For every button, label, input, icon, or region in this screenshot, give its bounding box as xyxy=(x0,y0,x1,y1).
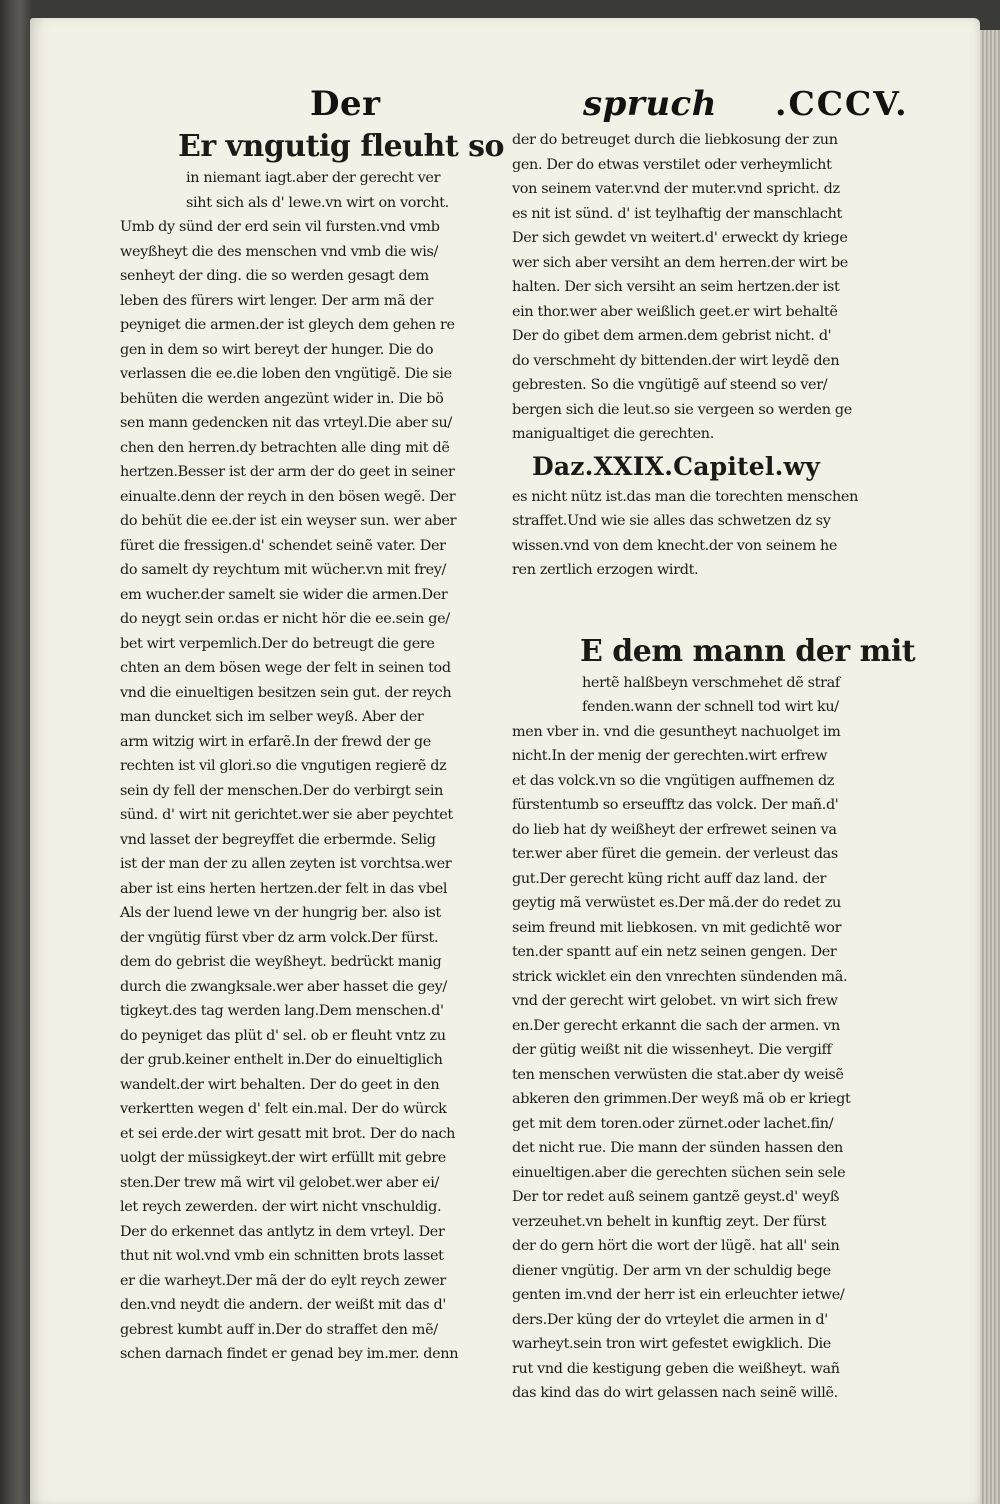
text-line: et sei erde.der wirt gesatt mit brot. Der do nach xyxy=(120,1125,456,1142)
text-line: gebresten. So die vngütigẽ auf steend so ver/ xyxy=(512,377,828,393)
text-line: Umb dy sünd der erd sein vil fursten.vnd vmb xyxy=(120,219,440,235)
folio-number: .CCCV. xyxy=(775,84,909,123)
text-line: das kind das do wirt gelassen nach seinẽ willẽ. xyxy=(512,1385,838,1401)
text-line: sünd. d' wirt nit gerichtet.wer sie aber peychtet xyxy=(120,807,453,823)
text-line: den.vnd neydt die andern. der weißt mit das d' xyxy=(120,1297,447,1313)
text-line: warheyt.sein tron wirt gefestet ewigklich. Die xyxy=(512,1336,831,1352)
text-line: ren zertlich erzogen wirdt. xyxy=(512,562,699,578)
text-line: durch die zwangksale.wer aber hasset die gey/ xyxy=(120,978,447,995)
text-line: vnd lasset der begreyffet die erbermde. Selig xyxy=(120,831,436,848)
text-line: füret die fressigen.d' schendet seinẽ vater. Der xyxy=(120,537,446,554)
text-line: halten. Der sich versiht an seim hertzen.der ist xyxy=(512,279,840,295)
text-line: uolgt der müssigkeyt.der wirt erfüllt mit gebre xyxy=(120,1150,446,1166)
text-line: nicht.In der menig der gerechten.wirt erfrew xyxy=(512,748,828,764)
text-line: ders.Der küng der do vrteylet die armen in d' xyxy=(512,1311,828,1328)
text-line: vnd der gerecht wirt gelobet. vn wirt sich frew xyxy=(512,993,838,1009)
page-stack-edge xyxy=(980,30,1000,1504)
text-line: wer sich aber versiht an dem herren.der wirt be xyxy=(512,254,848,271)
text-line: bet wirt verpemlich.Der do betreugt die gere xyxy=(120,635,435,652)
running-head-left: Der xyxy=(310,84,381,124)
text-line: verkertten wegen d' felt ein.mal. Der do würck xyxy=(120,1101,447,1117)
text-line: Der tor redet auß seinem gantzẽ geyst.d' weyß xyxy=(512,1189,840,1205)
text-line: der do betreuget durch die liebkosung der zun xyxy=(512,132,838,148)
text-line: geytig mã verwüstet es.Der mã.der do redet zu xyxy=(512,895,841,911)
text-line: siht sich als d' lewe.vn wirt on vorcht. xyxy=(186,194,449,211)
text-line: do lieb hat dy weißheyt der erfrewet seinen va xyxy=(512,821,837,838)
text-line: der vngütig fürst vber dz arm volck.Der fürst. xyxy=(120,929,439,946)
text-line: men vber in. vnd die gesuntheyt nachuolget im xyxy=(512,723,841,740)
text-line: hertẽ halßbeyn verschmehet dẽ straf xyxy=(582,674,840,691)
text-column-left xyxy=(120,128,505,1367)
text-line: em wucher.der samelt sie wider die armen.Der xyxy=(120,586,448,603)
text-line: er die warheyt.Der mã der do eylt reych zewer xyxy=(120,1272,446,1289)
text-line: einualte.denn der reych in den bösen wegẽ. Der xyxy=(120,488,456,505)
text-line: Der sich gewdet vn weitert.d' erweckt dy kriege xyxy=(512,230,848,246)
text-line: wandelt.der wirt behalten. Der do geet in den xyxy=(120,1076,440,1093)
spacer xyxy=(512,583,860,631)
text-line: rechten ist vil glori.so die vngutigen regierẽ dz xyxy=(120,758,447,774)
text-line: verlassen die ee.die loben den vngütigẽ. Die sie xyxy=(120,366,452,382)
text-line: senheyt der ding. die so werden gesagt dem xyxy=(120,268,429,284)
text-line: det nicht rue. Die mann der sünden hassen den xyxy=(512,1140,843,1156)
text-line: vnd die einueltigen besitzen sein gut. der reych xyxy=(120,684,452,701)
text-line: strick wicklet ein den vnrechten sündenden mã. xyxy=(512,968,848,985)
text-line: gen. Der do etwas verstilet oder verheymlicht xyxy=(512,156,832,173)
chapter-summary xyxy=(512,485,860,583)
text-line: do verschmeht dy bittenden.der wirt leydẽ den xyxy=(512,352,840,369)
text-line: Der do gibet dem armen.dem gebrist nicht. d' xyxy=(512,328,832,344)
text-line: rut vnd die kestigung geben die weißheyt. wañ xyxy=(512,1360,840,1377)
text-line: Der do erkennet das antlytz in dem vrteyl. Der xyxy=(120,1223,445,1240)
text-line: der gütig weißt nit die wissenheyt. Die vergiff xyxy=(512,1042,832,1058)
text-line: genten im.vnd der herr ist ein erleuchter ietwe/ xyxy=(512,1287,845,1303)
text-line: Als der luend lewe vn der hungrig ber. also ist xyxy=(120,905,441,921)
text-line: ten menschen verwüsten die stat.aber dy weisẽ xyxy=(512,1066,844,1083)
column-text-top xyxy=(512,128,860,447)
text-line: diener vngütig. Der arm vn der schuldig bege xyxy=(512,1262,831,1279)
text-line: gen in dem so wirt bereyt der hunger. Die do xyxy=(120,341,434,358)
text-line: ter.wer aber füret die gemein. der verleust das xyxy=(512,846,838,862)
text-line: gebrest kumbt auff in.Der do straffet den mẽ/ xyxy=(120,1321,438,1338)
text-line: in niemant iagt.aber der gerecht ver xyxy=(186,170,441,186)
text-line: von seinem vater.vnd der muter.vnd spricht. dz xyxy=(512,181,840,197)
text-line: man duncket sich im selber weyß. Aber der xyxy=(120,709,424,725)
text-line: sten.Der trew mã wirt vil gelobet.wer aber ei/ xyxy=(120,1174,439,1191)
text-line: schen darnach findet er genad bey im.mer. denn xyxy=(120,1346,459,1362)
text-line: behüten die werden angezünt wider in. Die bö xyxy=(120,390,444,407)
column-text-bottom xyxy=(512,671,860,1406)
text-line: es nit ist sünd. d' ist teylhaftig der manschlacht xyxy=(512,205,842,222)
running-head-middle: spruch xyxy=(583,84,717,124)
text-column-right xyxy=(512,128,916,1406)
text-line: et das volck.vn so die vngütigen auffnemen dz xyxy=(512,772,835,789)
text-line: sen mann gedencken nit das vrteyl.Die aber su/ xyxy=(120,415,452,431)
text-line: do peyniget das plüt d' sel. ob er fleuht vntz zu xyxy=(120,1027,446,1044)
text-line: ein thor.wer aber weißlich geet.er wirt behaltẽ xyxy=(512,303,838,320)
text-line: der do gern hört die wort der lügẽ. hat all' sein xyxy=(512,1238,840,1254)
text-line: weyßheyt die des menschen vnd vmb die wis/ xyxy=(120,243,439,260)
text-line: bergen sich die leut.so sie vergeen so werden ge xyxy=(512,401,852,418)
text-line: thut nit wol.vnd vmb ein schnitten brots lasset xyxy=(120,1248,444,1264)
text-line: leben des fürers wirt lenger. Der arm mã der xyxy=(120,292,434,309)
text-line: straffet.Und wie sie alles das schwetzen dz sy xyxy=(512,513,831,529)
chapter-heading: Daz.XXIX.Capitel.wy xyxy=(532,451,820,481)
text-line: tigkeyt.des tag werden lang.Dem menschen.d' xyxy=(120,1003,444,1019)
text-line: chen den herren.dy betrachten alle ding mit dẽ xyxy=(120,439,450,456)
text-line: do neygt sein or.das er nicht hör die ee.sein ge/ xyxy=(120,611,450,627)
text-line: abkeren den grimmen.Der weyß mã ob er kriegt xyxy=(512,1091,851,1107)
text-line: do samelt dy reychtum mit wücher.vn mit frey/ xyxy=(120,562,447,578)
text-line: verzeuhet.vn behelt in kunftig zeyt. Der fürst xyxy=(512,1213,826,1230)
text-line: peyniget die armen.der ist gleych dem gehen re xyxy=(120,317,455,333)
text-line: en.Der gerecht erkannt die sach der armen. vn xyxy=(512,1017,840,1034)
text-line: hertzen.Besser ist der arm der do geet in seiner xyxy=(120,464,455,480)
text-line: seim freund mit liebkosen. vn mit gedichtẽ wor xyxy=(512,919,842,936)
text-line: chten an dem bösen wege der felt in seinen tod xyxy=(120,660,451,676)
text-line: einueltigen.aber die gerechten süchen sein sele xyxy=(512,1164,846,1181)
text-line: fürstentumb so erseufftz das volck. Der mañ.d' xyxy=(512,797,839,813)
text-line: der grub.keiner enthelt in.Der do einueltiglich xyxy=(120,1052,443,1068)
text-line: es nicht nütz ist.das man die torechten menschen xyxy=(512,488,859,505)
text-line: arm witzig wirt in erfarẽ.In der frewd der ge xyxy=(120,733,431,750)
text-line: aber ist eins herten hertzen.der felt in das vbel xyxy=(120,880,448,897)
text-line: gut.Der gerecht küng richt auff daz land. der xyxy=(512,870,827,887)
text-line: sein dy fell der menschen.Der do verbirgt sein xyxy=(120,782,443,799)
text-line: dem do gebrist die weyßheyt. bedrückt manig xyxy=(120,954,442,970)
section-heading: Er vngutig fleuht so xyxy=(178,129,505,164)
text-line: let reych zewerden. der wirt nicht vnschuldig. xyxy=(120,1199,442,1215)
text-line: get mit dem toren.oder zürnet.oder lachet.fin/ xyxy=(512,1115,834,1132)
text-line: fenden.wann der schnell tod wirt ku/ xyxy=(582,699,839,715)
text-line: ist der man der zu allen zeyten ist vorchtsa.wer xyxy=(120,856,452,872)
text-line: ten.der spantt auf ein netz seinen gengen. Der xyxy=(512,944,837,960)
section-heading-2: E dem mann der mit xyxy=(580,633,916,669)
text-line: manigualtiget die gerechten. xyxy=(512,426,714,442)
text-line: wissen.vnd von dem knecht.der von seinem he xyxy=(512,537,838,554)
text-line: do behüt die ee.der ist ein weyser sun. wer aber xyxy=(120,513,457,529)
column-text xyxy=(120,166,462,1367)
